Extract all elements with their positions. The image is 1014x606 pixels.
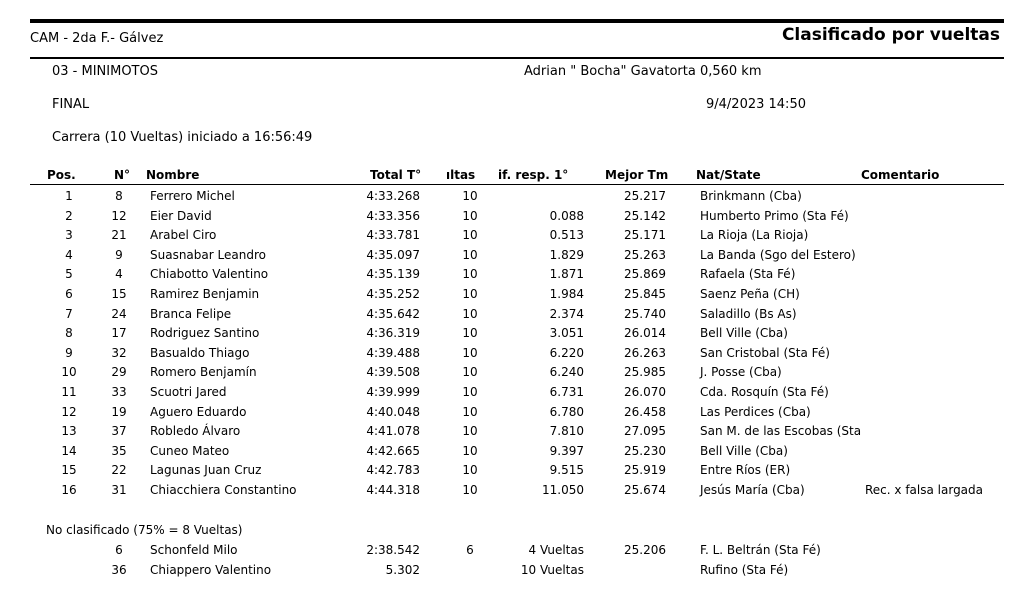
table-row (0, 189, 1014, 209)
table-row (0, 346, 1014, 366)
cell-nat-state: Cda. Rosquín (Sta Fé) (700, 385, 829, 399)
cell-laps: 10 (462, 326, 478, 341)
cell-diff: 7.810 (549, 424, 584, 439)
cell-total-time: 4:35.139 (366, 267, 420, 282)
cell-nat-state: San Cristobal (Sta Fé) (700, 345, 830, 360)
cell-laps: 10 (462, 189, 478, 203)
cell-laps: 10 (462, 463, 478, 478)
cell-laps: 10 (462, 306, 478, 321)
cell-total-time: 4:35.097 (366, 247, 420, 262)
table-row (0, 248, 1014, 268)
cell-number: 31 (111, 483, 127, 497)
cell-laps: 10 (462, 247, 478, 262)
cell-number: 32 (111, 345, 127, 360)
cell-number: 22 (111, 463, 127, 478)
cell-name: Chiappero Valentino (150, 563, 272, 577)
cell-number: 36 (111, 563, 127, 577)
cell-total-time: 4:39.488 (366, 345, 420, 360)
cell-laps: 10 (462, 267, 478, 282)
cell-best-time: 25.869 (624, 267, 666, 282)
cell-comment: Rec. x falsa largada (865, 483, 984, 497)
cell-name: Chiabotto Valentino (150, 267, 269, 282)
cell-best-time: 26.014 (624, 326, 666, 341)
cell-pos: 3 (65, 228, 73, 243)
cell-diff: 1.984 (549, 287, 584, 301)
table-row (0, 307, 1014, 327)
cell-number: 33 (111, 385, 127, 399)
col-header-best-time: Mejor Tm (605, 168, 669, 182)
table-row (0, 543, 1014, 563)
event-name: CAM - 2da F.- Gálvez (30, 31, 164, 46)
cell-nat-state: Bell Ville (Cba) (700, 443, 788, 458)
table-row (0, 483, 1014, 503)
cell-total-time: 4:42.665 (366, 443, 420, 458)
cell-diff: 3.051 (549, 326, 584, 341)
cell-diff: 4 Vueltas (528, 543, 584, 557)
cell-total-time: 4:33.781 (366, 228, 420, 243)
cell-best-time: 25.206 (624, 543, 666, 557)
col-header-name: Nombre (146, 168, 200, 182)
cell-name: Ramirez Benjamin (150, 287, 260, 301)
cell-total-time: 4:33.268 (366, 189, 420, 203)
cell-best-time: 25.985 (624, 365, 666, 380)
table-row (0, 326, 1014, 346)
cell-best-time: 25.171 (624, 228, 666, 243)
cell-number: 29 (111, 365, 127, 380)
cell-best-time: 26.458 (624, 404, 666, 419)
cell-nat-state: La Banda (Sgo del Estero) (700, 247, 856, 262)
col-header-laps: ıltas (446, 168, 476, 182)
cell-diff: 11.050 (542, 483, 584, 497)
cell-name: Suasnabar Leandro (150, 247, 266, 262)
cell-pos: 11 (61, 385, 77, 399)
cell-diff: 6.240 (549, 365, 584, 380)
cell-nat-state: Bell Ville (Cba) (700, 326, 788, 341)
cell-laps: 6 (466, 543, 474, 557)
table-row (0, 463, 1014, 483)
cell-nat-state: F. L. Beltrán (Sta Fé) (700, 543, 821, 557)
cell-number: 19 (111, 404, 127, 419)
cell-number: 8 (115, 189, 123, 203)
cell-name: Cuneo Mateo (150, 443, 230, 458)
cell-name: Branca Felipe (150, 306, 232, 321)
cell-number: 12 (111, 208, 127, 223)
cell-total-time: 4:35.252 (366, 287, 420, 301)
cell-total-time: 4:39.508 (366, 365, 420, 380)
cell-pos: 4 (65, 247, 73, 262)
cell-nat-state: Las Perdices (Cba) (700, 404, 811, 419)
cell-total-time: 4:36.319 (366, 326, 420, 341)
table-header-rule (30, 184, 1004, 185)
cell-laps: 10 (462, 424, 478, 439)
cell-name: Chiacchiera Constantino (150, 483, 297, 497)
cell-pos: 12 (61, 404, 77, 419)
cell-laps: 10 (462, 483, 478, 497)
cell-number: 15 (111, 287, 127, 301)
table-row (0, 424, 1014, 444)
cell-number: 4 (115, 267, 123, 282)
cell-total-time: 4:39.999 (366, 385, 420, 399)
cell-name: Eier David (150, 208, 212, 223)
cell-diff: 10 Vueltas (520, 563, 584, 577)
cell-pos: 14 (61, 443, 77, 458)
cell-diff: 2.374 (549, 306, 584, 321)
cell-nat-state: Rafaela (Sta Fé) (700, 267, 796, 282)
cell-diff: 6.731 (549, 385, 584, 399)
col-header-nat-state: Nat/State (696, 168, 761, 182)
cell-laps: 10 (462, 345, 478, 360)
cell-best-time: 26.070 (624, 385, 666, 399)
cell-nat-state: San M. de las Escobas (Sta (700, 424, 862, 439)
cell-pos: 5 (65, 267, 73, 282)
cell-total-time: 4:44.318 (366, 483, 420, 497)
table-row (0, 405, 1014, 425)
cell-total-time: 2:38.542 (366, 543, 420, 557)
cell-nat-state: Entre Ríos (ER) (700, 463, 791, 478)
cell-pos: 1 (65, 189, 73, 203)
cell-best-time: 25.217 (624, 189, 666, 203)
cell-best-time: 25.919 (624, 463, 666, 478)
cell-name: Romero Benjamín (150, 365, 257, 380)
cell-best-time: 25.740 (624, 306, 666, 321)
cell-best-time: 25.845 (624, 287, 666, 301)
cell-nat-state: Saladillo (Bs As) (700, 306, 797, 321)
cell-diff: 1.871 (549, 267, 584, 282)
cell-best-time: 25.674 (624, 483, 666, 497)
cell-number: 35 (111, 443, 127, 458)
cell-number: 17 (111, 326, 127, 341)
cell-name: Basualdo Thiago (150, 345, 250, 360)
report-title: Clasificado por vueltas (781, 25, 1000, 45)
cell-diff: 9.397 (549, 443, 584, 458)
cell-diff: 1.829 (549, 247, 584, 262)
cell-pos: 8 (65, 326, 73, 341)
table-row (0, 444, 1014, 464)
cell-laps: 10 (462, 365, 478, 380)
cell-number: 21 (111, 228, 127, 243)
table-row (0, 385, 1014, 405)
cell-best-time: 27.095 (624, 424, 666, 439)
table-row (0, 365, 1014, 385)
cell-total-time: 4:40.048 (366, 404, 420, 419)
col-header-number: N° (114, 168, 131, 182)
cell-laps: 10 (462, 385, 478, 399)
top-rule (30, 19, 1004, 23)
cell-nat-state: Jesús María (Cba) (700, 483, 805, 497)
cell-pos: 2 (65, 208, 73, 223)
cell-total-time: 4:35.642 (366, 306, 420, 321)
cell-laps: 10 (462, 208, 478, 223)
cell-total-time: 4:41.078 (366, 424, 420, 439)
cell-name: Arabel Ciro (150, 228, 217, 243)
cell-number: 24 (111, 306, 127, 321)
cell-name: Robledo Álvaro (150, 424, 241, 439)
cell-best-time: 26.263 (624, 345, 666, 360)
cell-laps: 10 (462, 443, 478, 458)
cell-total-time: 4:33.356 (366, 208, 420, 223)
cell-laps: 10 (462, 228, 478, 243)
cell-diff: 6.220 (549, 345, 584, 360)
cell-pos: 10 (61, 365, 77, 380)
cell-pos: 16 (61, 483, 77, 497)
cell-nat-state: Brinkmann (Cba) (700, 189, 802, 203)
cell-diff: 6.780 (549, 404, 584, 419)
cell-number: 9 (115, 247, 123, 262)
table-row (0, 209, 1014, 229)
header-rule (30, 57, 1004, 59)
session-label: FINAL (52, 97, 90, 112)
cell-number: 6 (115, 543, 123, 557)
cell-name: Ferrero Michel (150, 189, 235, 203)
cell-name: Schonfeld Milo (150, 543, 238, 557)
cell-diff: 0.088 (549, 208, 584, 223)
cell-pos: 7 (65, 306, 73, 321)
race-info: Carrera (10 Vueltas) iniciado a 16:56:49 (52, 130, 313, 145)
not-classified-label: No clasificado (75% = 8 Vueltas) (46, 523, 243, 537)
cell-nat-state: J. Posse (Cba) (700, 365, 782, 380)
datetime-label: 9/4/2023 14:50 (706, 97, 806, 112)
col-header-pos: Pos. (47, 168, 76, 182)
track-label: Adrian " Bocha" Gavatorta 0,560 km (524, 64, 762, 79)
cell-best-time: 25.263 (624, 247, 666, 262)
cell-pos: 13 (61, 424, 77, 439)
cell-laps: 10 (462, 287, 478, 301)
col-header-comment: Comentario (861, 168, 940, 182)
col-header-diff: if. resp. 1° (498, 168, 569, 182)
cell-total-time: 4:42.783 (366, 463, 420, 478)
cell-diff: 9.515 (549, 463, 584, 478)
cell-total-time: 5.302 (385, 563, 420, 577)
cell-name: Lagunas Juan Cruz (150, 463, 262, 478)
cell-pos: 15 (61, 463, 77, 478)
cell-pos: 9 (65, 345, 73, 360)
category-label: 03 - MINIMOTOS (52, 64, 158, 79)
cell-number: 37 (111, 424, 127, 439)
cell-nat-state: Rufino (Sta Fé) (700, 563, 789, 577)
cell-name: Rodriguez Santino (150, 326, 260, 341)
cell-pos: 6 (65, 287, 73, 301)
cell-name: Scuotri Jared (150, 385, 227, 399)
cell-nat-state: Saenz Peña (CH) (700, 287, 800, 301)
table-row (0, 228, 1014, 248)
col-header-total-time: Total T° (370, 168, 422, 182)
cell-nat-state: Humberto Primo (Sta Fé) (700, 208, 849, 223)
table-row (0, 563, 1014, 583)
cell-diff: 0.513 (549, 228, 584, 243)
table-row (0, 267, 1014, 287)
cell-best-time: 25.142 (624, 208, 666, 223)
cell-laps: 10 (462, 404, 478, 419)
cell-best-time: 25.230 (624, 443, 666, 458)
cell-nat-state: La Rioja (La Rioja) (700, 228, 809, 243)
cell-name: Aguero Eduardo (150, 404, 247, 419)
table-row (0, 287, 1014, 307)
